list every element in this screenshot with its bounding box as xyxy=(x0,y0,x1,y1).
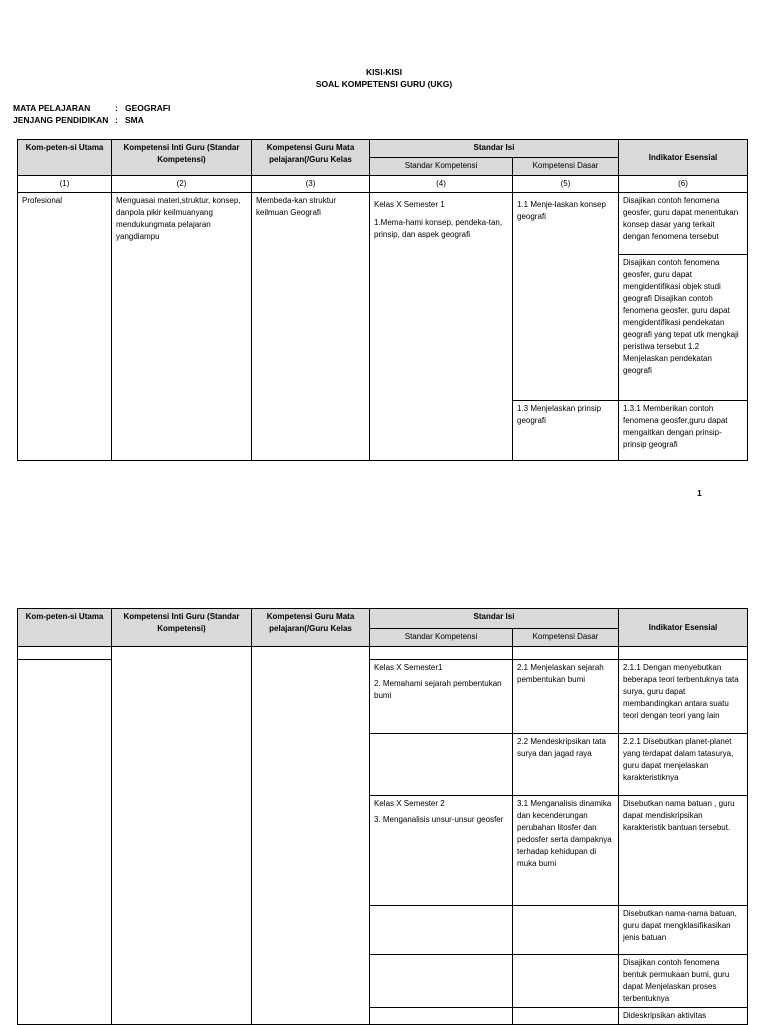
cell-kompetensi-dasar: 2.1 Menjelaskan sejarah pembentukan bumi xyxy=(513,660,619,734)
cell-indicator: Dideskripsikan aktivitas xyxy=(619,1008,748,1025)
header-core-competency: Kompetensi Inti Guru (Standar Kompetensi) xyxy=(112,140,252,176)
sk-line-1: Kelas X Semester1 xyxy=(374,663,443,672)
col-number: (5) xyxy=(513,176,619,193)
header-row xyxy=(18,140,748,158)
header-subject-competency: Kompetensi Guru Mata pelajaran(/Guru Kelas xyxy=(252,140,370,176)
cell-empty xyxy=(513,647,619,660)
document-title xyxy=(0,66,768,90)
header-indicator: Indikator Esensial xyxy=(619,140,748,176)
meta-key: JENJANG PENDIDIKAN xyxy=(13,115,109,125)
cell-indicator: Disajikan contoh fenomena geosfer, guru dapat menentukan konsep dasar yang terkait dengan fenomena tersebut xyxy=(619,193,748,255)
header-indicator: Indikator Esensial xyxy=(619,609,748,647)
header-subject-competency: Kompetensi Guru Mata pelajaran(/Guru Kelas xyxy=(252,609,370,647)
cell-standar-kompetensi xyxy=(370,660,513,734)
header-competency: Kom-peten-si Utama xyxy=(18,140,112,176)
cell-kompetensi-dasar: 1.3 Menjelaskan prinsip geografi xyxy=(513,401,619,461)
col-number: (1) xyxy=(18,176,112,193)
cell-standar-kompetensi xyxy=(370,193,513,461)
cell-empty xyxy=(252,647,370,1025)
cell-kompetensi-dasar: 1.1 Menje-laskan konsep geografi xyxy=(513,193,619,401)
sk-line-2: 3. Menganalisis unsur-unsur geosfer xyxy=(374,815,504,824)
cell-empty xyxy=(370,1008,513,1025)
header-competency: Kom-peten-si Utama xyxy=(18,609,112,647)
cell-indicator: 1.3.1 Memberikan contoh fenomena geosfer,guru dapat mengaitkan dengan prinsip-prinsip geografi xyxy=(619,401,748,461)
page-number: 1 xyxy=(697,488,702,498)
cell-indicator: Disajikan contoh fenomena geosfer, guru dapat mengidentifikasi objek studi geografi Disajikan contoh fenomena geosfer, guru dapat mengidentifikasi pendekatan geografi yang tepat utk mengkaji peristiwa tersebut 1.2 Menjelaskan pendekatan geografi xyxy=(619,255,748,401)
sk-line-1: Kelas X Semester 1 xyxy=(374,200,445,209)
meta-sep: : xyxy=(115,103,118,113)
meta-row-level xyxy=(13,114,170,126)
sk-line-1: Kelas X Semester 2 xyxy=(374,799,445,808)
sk-line-2: 1.Mema-hami konsep, pendeka-tan, prinsip, dan aspek geografi xyxy=(374,218,503,239)
cell-empty xyxy=(513,906,619,955)
col-number: (3) xyxy=(252,176,370,193)
cell-subject-competency: Membeda-kan struktur keilmuan Geografi xyxy=(252,193,370,461)
cell-empty xyxy=(513,955,619,1008)
cell-core-competency: Menguasai materi,struktur, konsep, danpola pikir keilmuanyang mendukungmata pelajaran yangdiampu xyxy=(112,193,252,461)
cell-empty xyxy=(370,647,513,660)
cell-empty xyxy=(513,1008,619,1025)
table-row xyxy=(18,193,748,255)
cell-empty xyxy=(112,647,252,1025)
cell-indicator: Disebutkan nama batuan , guru dapat mendiskripsikan karakteristik bantuan tersebut. xyxy=(619,796,748,906)
title-line-2: SOAL KOMPETENSI GURU (UKG) xyxy=(315,79,453,89)
cell-empty xyxy=(370,906,513,955)
cell-standar-kompetensi xyxy=(370,796,513,906)
header-core-competency: Kompetensi Inti Guru (Standar Kompetensi) xyxy=(112,609,252,647)
cell-kompetensi-dasar: 2.2 Mendeskripsikan tata surya dan jagad raya xyxy=(513,734,619,796)
meta-sep: : xyxy=(115,115,118,125)
cell-empty xyxy=(18,647,112,660)
cell-indicator: Disajikan contoh fenomena bentuk permukaan bumi, guru dapat Menjelaskan proses terbentuknya xyxy=(619,955,748,1008)
col-number: (2) xyxy=(112,176,252,193)
meta-value: GEOGRAFI xyxy=(125,103,171,113)
number-row xyxy=(18,176,748,193)
cell-empty xyxy=(619,647,748,660)
title-line-1: KISI-KISI xyxy=(366,67,402,77)
cell-indicator: 2.1.1 Dengan menyebutkan beberapa teori terbentuknya tata surya, guru dapat membandingkan antara suatu teori dengan teori yang lain xyxy=(619,660,748,734)
kisi-table-page-2 xyxy=(17,608,748,1025)
meta-value: SMA xyxy=(125,115,144,125)
kisi-table-page-1 xyxy=(17,139,748,461)
cell-competency: Profesional xyxy=(18,193,112,461)
cell-indicator: 2.2.1 Disebutkan planet-planet yang terdapat dalam tatasurya, guru dapat menjelaskan karakteristiknya xyxy=(619,734,748,796)
cell-empty xyxy=(370,734,513,796)
cell-empty xyxy=(18,660,112,1025)
meta-key: MATA PELAJARAN xyxy=(13,103,91,113)
meta-row-subject xyxy=(13,102,170,114)
cell-kompetensi-dasar: 3.1 Menganalisis dinamika dan kecenderungan perubahan litosfer dan pedosfer serta dampaknya terhadap kehidupan di muka bumi xyxy=(513,796,619,906)
header-standar-kompetensi: Standar Kompetensi xyxy=(370,158,513,176)
cell-indicator: Disebutkan nama-nama batuan, guru dapat mengklasifikasikan jenis batuan xyxy=(619,906,748,955)
table-row xyxy=(18,647,748,660)
col-number: (4) xyxy=(370,176,513,193)
header-row xyxy=(18,609,748,629)
header-standar-kompetensi: Standar Kompetensi xyxy=(370,629,513,647)
sk-line-2: 2. Memahami sejarah pembentukan bumi xyxy=(374,679,502,700)
col-number: (6) xyxy=(619,176,748,193)
cell-empty xyxy=(370,955,513,1008)
header-kompetensi-dasar: Kompetensi Dasar xyxy=(513,158,619,176)
header-kompetensi-dasar: Kompetensi Dasar xyxy=(513,629,619,647)
header-standar-isi: Standar Isi xyxy=(370,609,619,629)
header-standar-isi: Standar Isi xyxy=(370,140,619,158)
meta-block xyxy=(13,102,170,126)
